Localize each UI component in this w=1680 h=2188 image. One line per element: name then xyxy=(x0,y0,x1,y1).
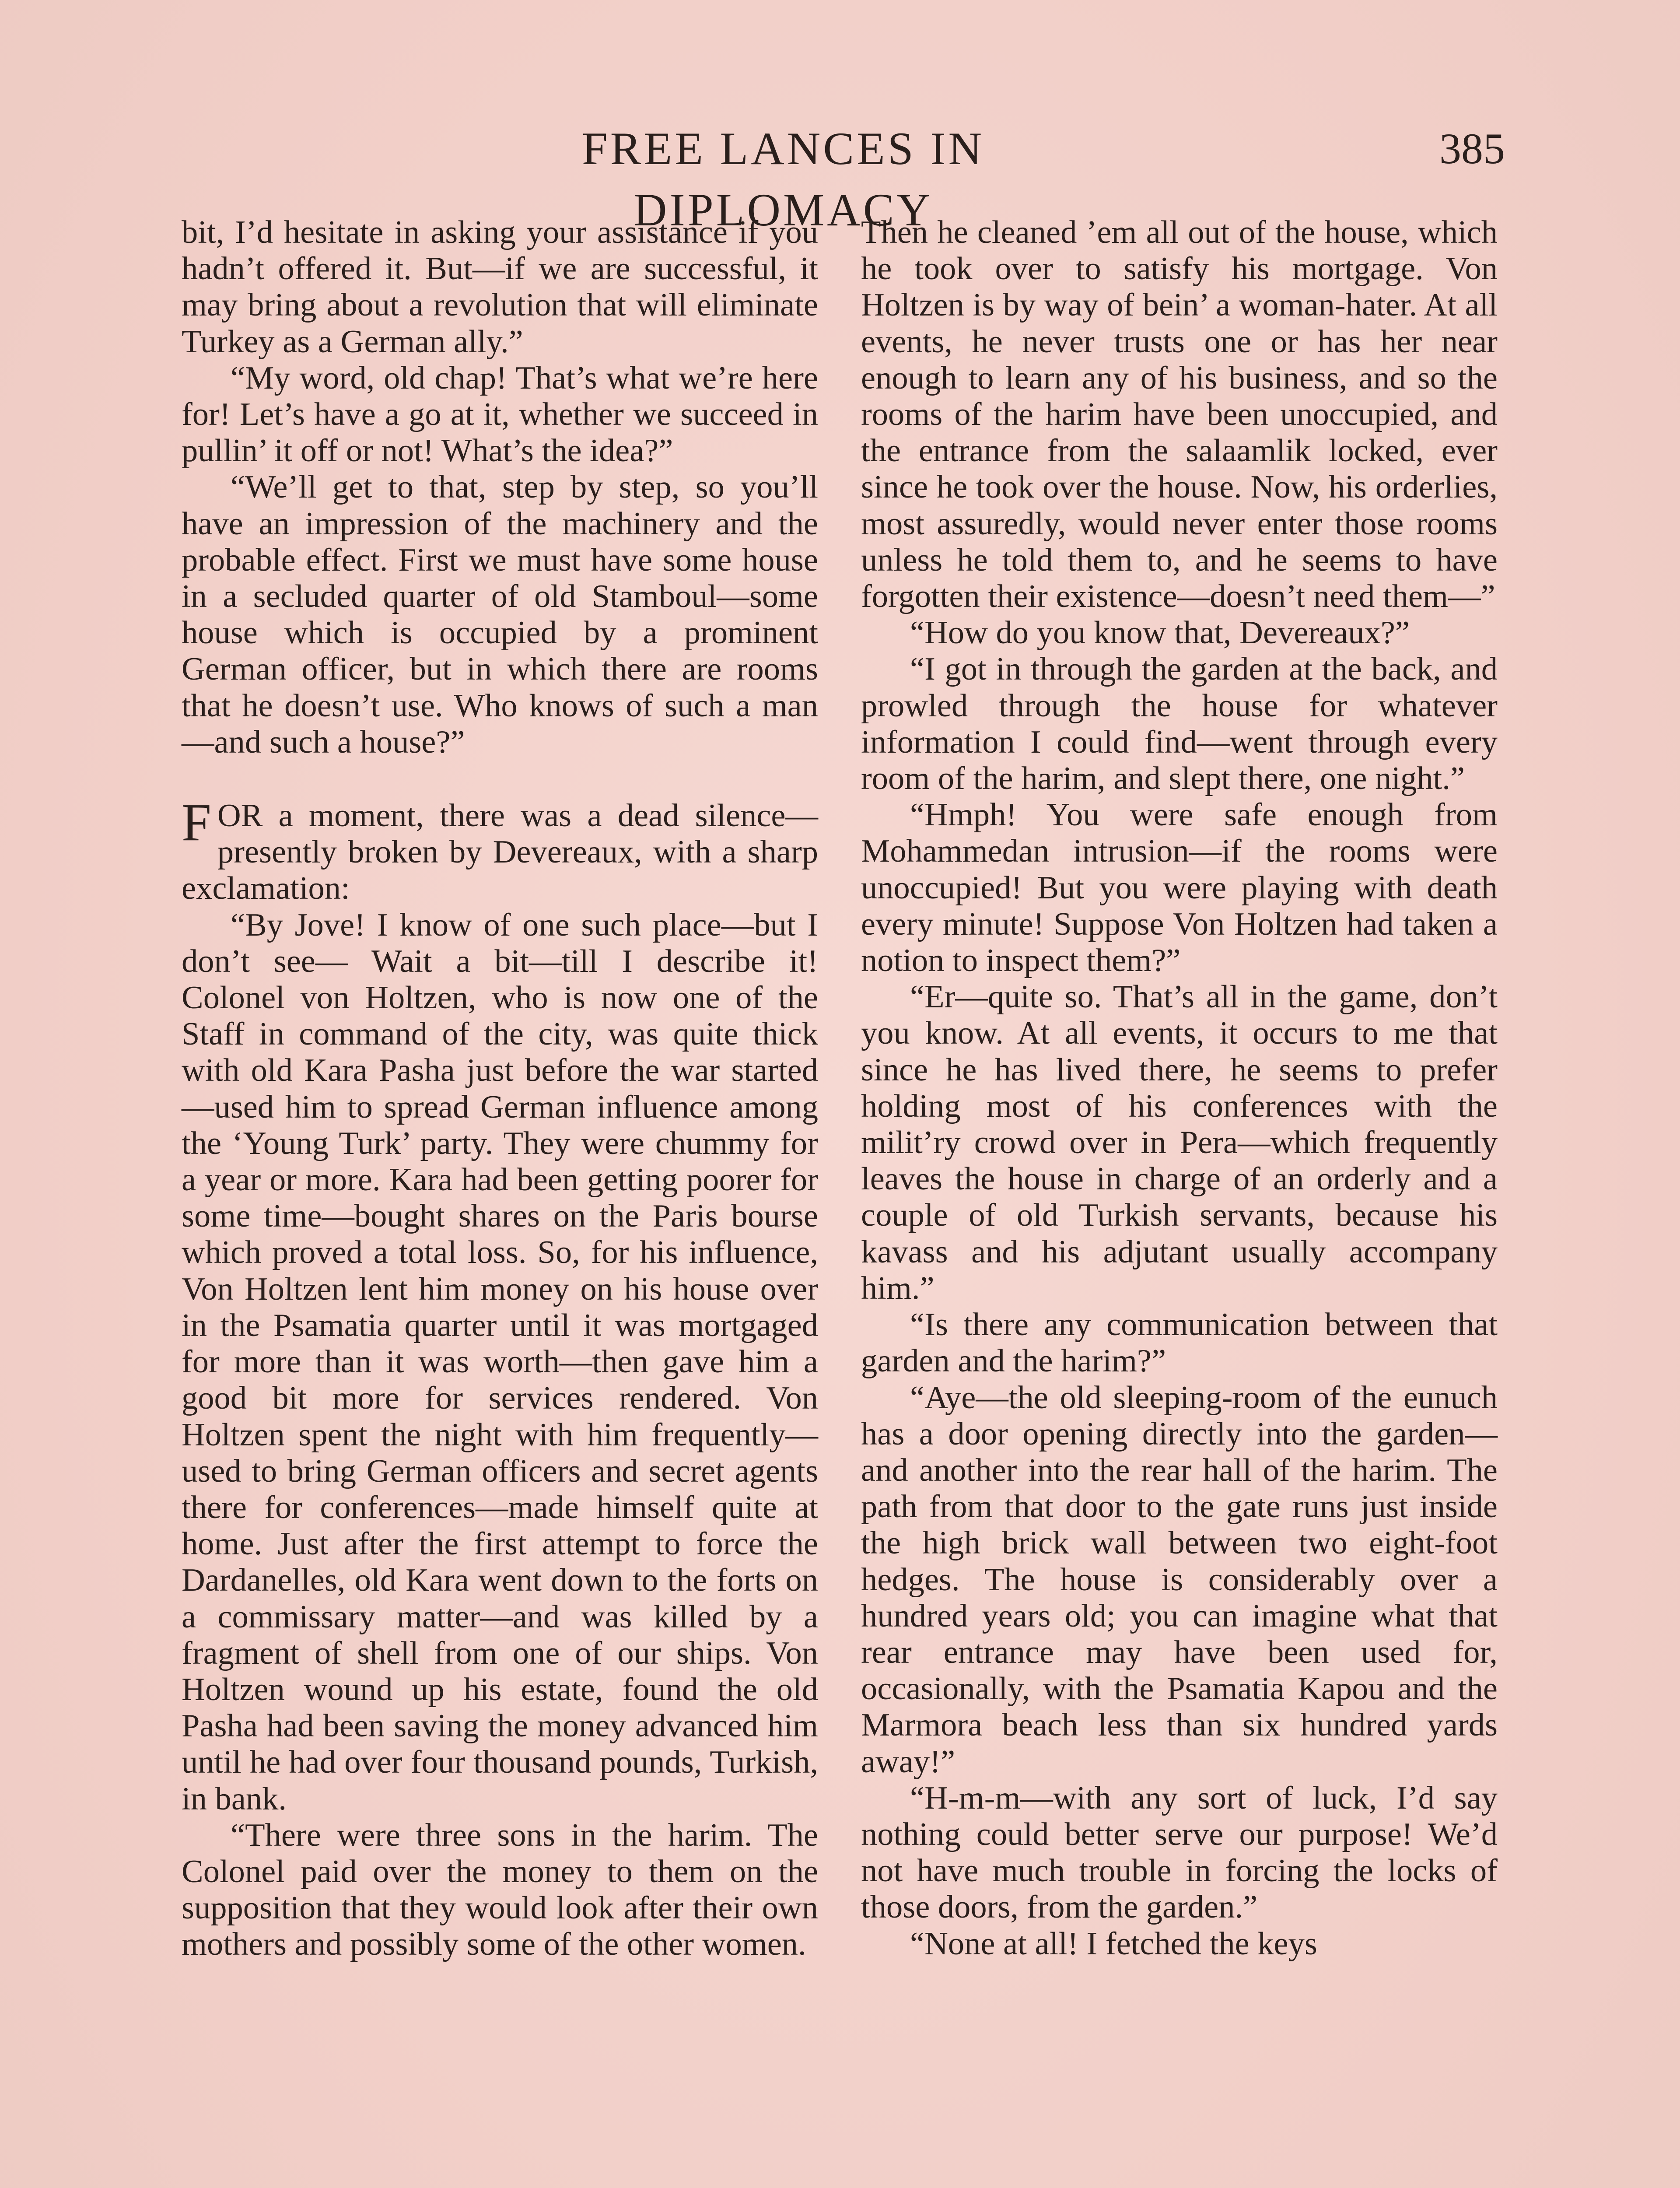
section-break xyxy=(182,761,818,798)
paragraph: “By Jove! I know of one such place—but I don’t see— Wait a bit—till I describe it! Colonel von Holtzen, who is now one of the Staff in command of the city, was quite thick with old Kara Pasha just before the war started—used him to spread German influence among the ‘Young Turk’ party. They were chummy for a year or more. Kara had been getting poorer for some time—bought shares on the Paris bourse which proved a total loss. So, for his influence, Von Holtzen lent him money on his house over in the Psamatia quarter until it was mortgaged for more than it was worth—then gave him a good bit more for services rendered. Von Holtzen spent the night with him frequently—used to bring German officers and secret agents there for conferences—made himself quite at home. Just after the first attempt to force the Dardanelles, old Kara went down to the forts on a commissary matter—and was killed by a fragment of shell from one of our ships. Von Holtzen wound up his estate, found the old Pasha had been saving the money advanced him until he had over four thousand pounds, Turkish, in bank. xyxy=(182,907,818,1817)
paragraph: “How do you know that, Devereaux?” xyxy=(910,615,1410,651)
paragraph: “We’ll get to that, step by step, so you’ll have an impression of the machinery and the probable effect. First we must have some house in a secluded quarter of old Stamboul—some house which is occupied by a prominent German officer, but in which there are rooms that he doesn’t use. Who knows of such a man—and such a house?” xyxy=(182,469,818,760)
paragraph: “Aye—the old sleeping-room of the eunuch has a door opening directly into the garden—and another into the rear hall of the harim. The path from that door to the gate runs just inside the high brick wall between two eight-foot hedges. The house is considerably over a hundred years old; you can imagine what that rear entrance may have been used for, occasionally, with the Psamatia Kapou and the Marmora beach less than six hundred yards away!” xyxy=(861,1379,1498,1780)
paragraph: “There were three sons in the harim. The Colonel paid over the money to them on the supposition that they would look after their own mothers and possibly some of the other women. xyxy=(182,1817,818,1963)
page-header xyxy=(179,118,1505,235)
paragraph: “Er—quite so. That’s all in the game, don’t you know. At all events, it occurs to me that since he has lived there, he seems to prefer holding most of his conferences with the milit’ry crowd over in Pera—which frequently leaves the house in charge of an orderly and a couple of old Turkish servants, because his kavass and his adjutant usually accompany him.” xyxy=(861,979,1498,1306)
paragraph: “My word, old chap! That’s what we’re here for! Let’s have a go at it, whether we succeed in pullin’ it off or not! What’s the idea?” xyxy=(182,360,818,469)
paragraph: “None at all! I fetched the keys xyxy=(910,1925,1317,1962)
paragraph: “H-m-m—with any sort of luck, I’d say nothing could better serve our purpose! We’d not have much trouble in forcing the locks of those doors, from the garden.” xyxy=(861,1780,1498,1925)
left-column xyxy=(182,214,818,1963)
drop-cap: F xyxy=(182,793,211,852)
paragraph: “I got in through the garden at the back, and prowled through the house for whatever information I could find—went through every room of the harim, and slept there, one night.” xyxy=(861,651,1498,797)
paragraph: bit, I’d hesitate in asking your assistance if you hadn’t offered it. But—if we are successful, it may bring about a revolution that will eliminate Turkey as a German ally.” xyxy=(182,214,818,360)
paragraph: “Is there any communication between that garden and the harim?” xyxy=(861,1307,1498,1379)
right-column xyxy=(861,214,1498,1962)
page-number: 385 xyxy=(1439,124,1505,173)
running-title: FREE LANCES IN DIPLOMACY xyxy=(581,123,985,235)
paragraph-text: OR a moment, there was a dead silence—presently broken by Devereaux, with a sharp exclamation: xyxy=(182,798,818,907)
section-opening-paragraph xyxy=(182,793,818,907)
paragraph: “Hmph! You were safe enough from Mohammedan intrusion—if the rooms were unoccupied! But you were playing with death every minute! Suppose Von Holtzen had taken a notion to inspect them?” xyxy=(861,797,1498,979)
paragraph: Then he cleaned ’em all out of the house, which he took over to satisfy his mortgage. Von Holtzen is by way of bein’ a woman-hater. At all events, he never trusts one or has her near enough to learn any of his business, and so the rooms of the harim have been unoccupied, and the entrance from the salaamlik locked, ever since he took over the house. Now, his orderlies, most assuredly, would never enter those rooms unless he told them to, and he seems to have forgotten their existence—doesn’t need them—” xyxy=(861,214,1498,615)
